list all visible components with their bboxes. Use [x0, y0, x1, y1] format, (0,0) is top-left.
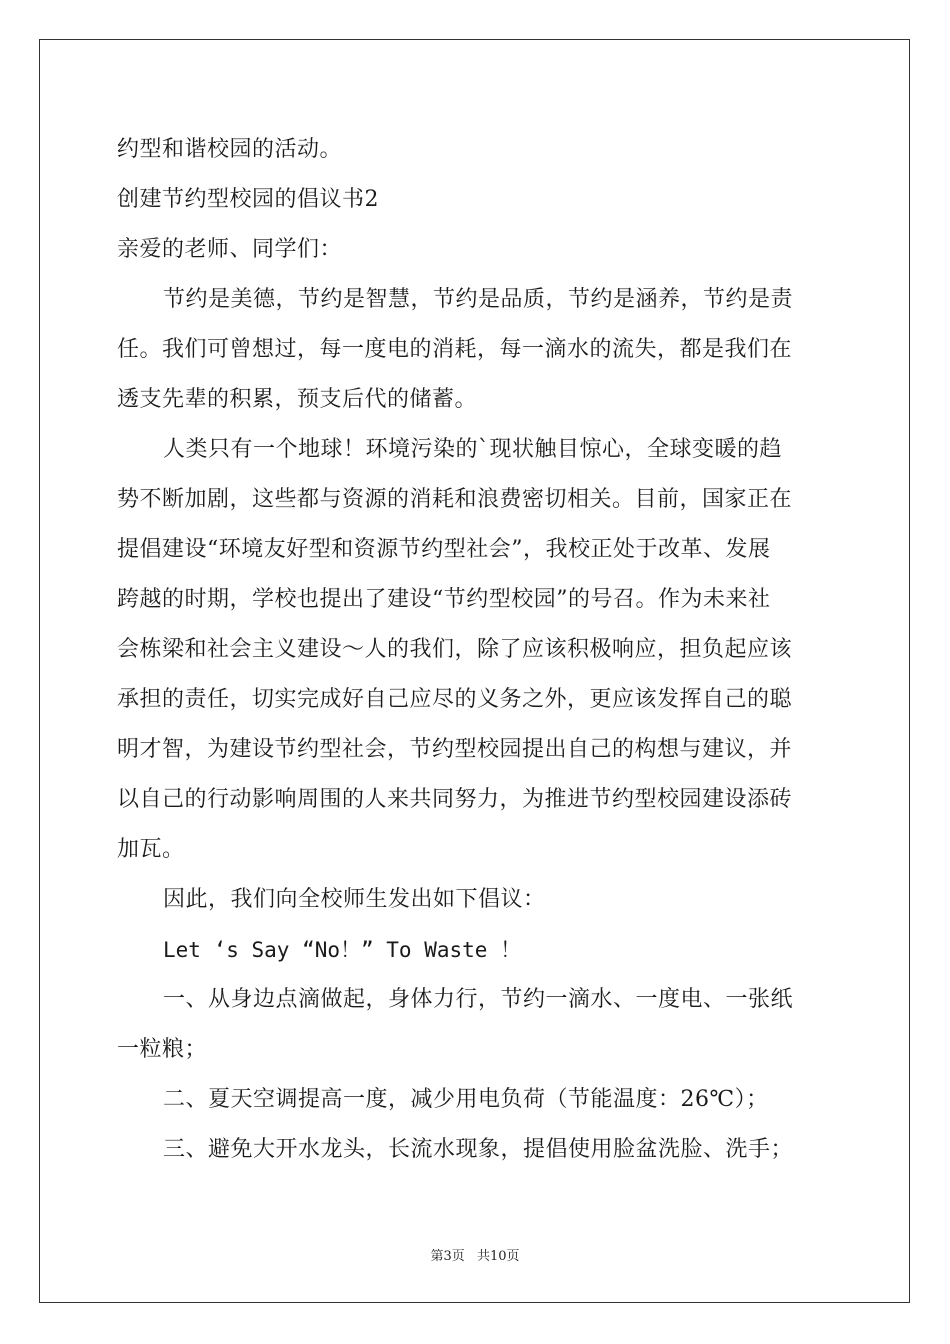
paragraph-line: 跨越的时期，学校也提出了建设“节约型校园”的号召。作为未来社	[117, 587, 771, 612]
paragraph-line: 会栋梁和社会主义建设～人的我们，除了应该积极响应，担负起应该	[117, 637, 793, 662]
paragraph-line: 提倡建设“环境友好型和资源节约型社会”，我校正处于改革、发展	[117, 537, 771, 562]
paragraph-line: 透支先辈的积累，预支后代的储蓄。	[117, 387, 478, 412]
list-item: 一、从身边点滴做起，身体力行，节约一滴水、一度电、一张纸	[163, 987, 794, 1012]
paragraph-line: 加瓦。	[117, 837, 185, 862]
page-number: 第3页	[430, 1249, 465, 1264]
paragraph-line: 势不断加剧，这些都与资源的消耗和浪费密切相关。目前，国家正在	[117, 487, 793, 512]
section-heading: 创建节约型校园的倡议书2	[117, 187, 379, 212]
salutation: 亲爱的老师、同学们：	[117, 237, 343, 262]
text-line: 约型和谐校园的活动。	[117, 137, 343, 162]
paragraph-line: 因此，我们向全校师生发出如下倡议：	[163, 887, 546, 912]
paragraph-line: 人类只有一个地球！环境污染的`现状触目惊心，全球变暖的趋	[163, 437, 783, 462]
paragraph-line: 明才智，为建设节约型社会，节约型校园提出自己的构想与建议，并	[117, 737, 793, 762]
list-item: 二、夏天空调提高一度，减少用电负荷（节能温度：26℃）；	[163, 1087, 769, 1112]
list-item-continuation: 一粒粮；	[117, 1037, 208, 1062]
slogan-line: Let ‘s Say “No！” To Waste ！	[163, 938, 522, 962]
page-total: 共10页	[476, 1249, 520, 1264]
page-footer	[0, 1248, 950, 1266]
paragraph-line: 承担的责任，切实完成好自己应尽的义务之外，更应该发挥自己的聪	[117, 687, 793, 712]
paragraph-line: 节约是美德，节约是智慧，节约是品质，节约是涵养，节约是责	[163, 287, 794, 312]
paragraph-line: 任。我们可曾想过，每一度电的消耗，每一滴水的流失，都是我们在	[117, 337, 793, 362]
paragraph-line: 以自己的行动影响周围的人来共同努力，为推进节约型校园建设添砖	[117, 787, 793, 812]
list-item: 三、避免大开水龙头，长流水现象，提倡使用脸盆洗脸、洗手；	[163, 1137, 794, 1162]
